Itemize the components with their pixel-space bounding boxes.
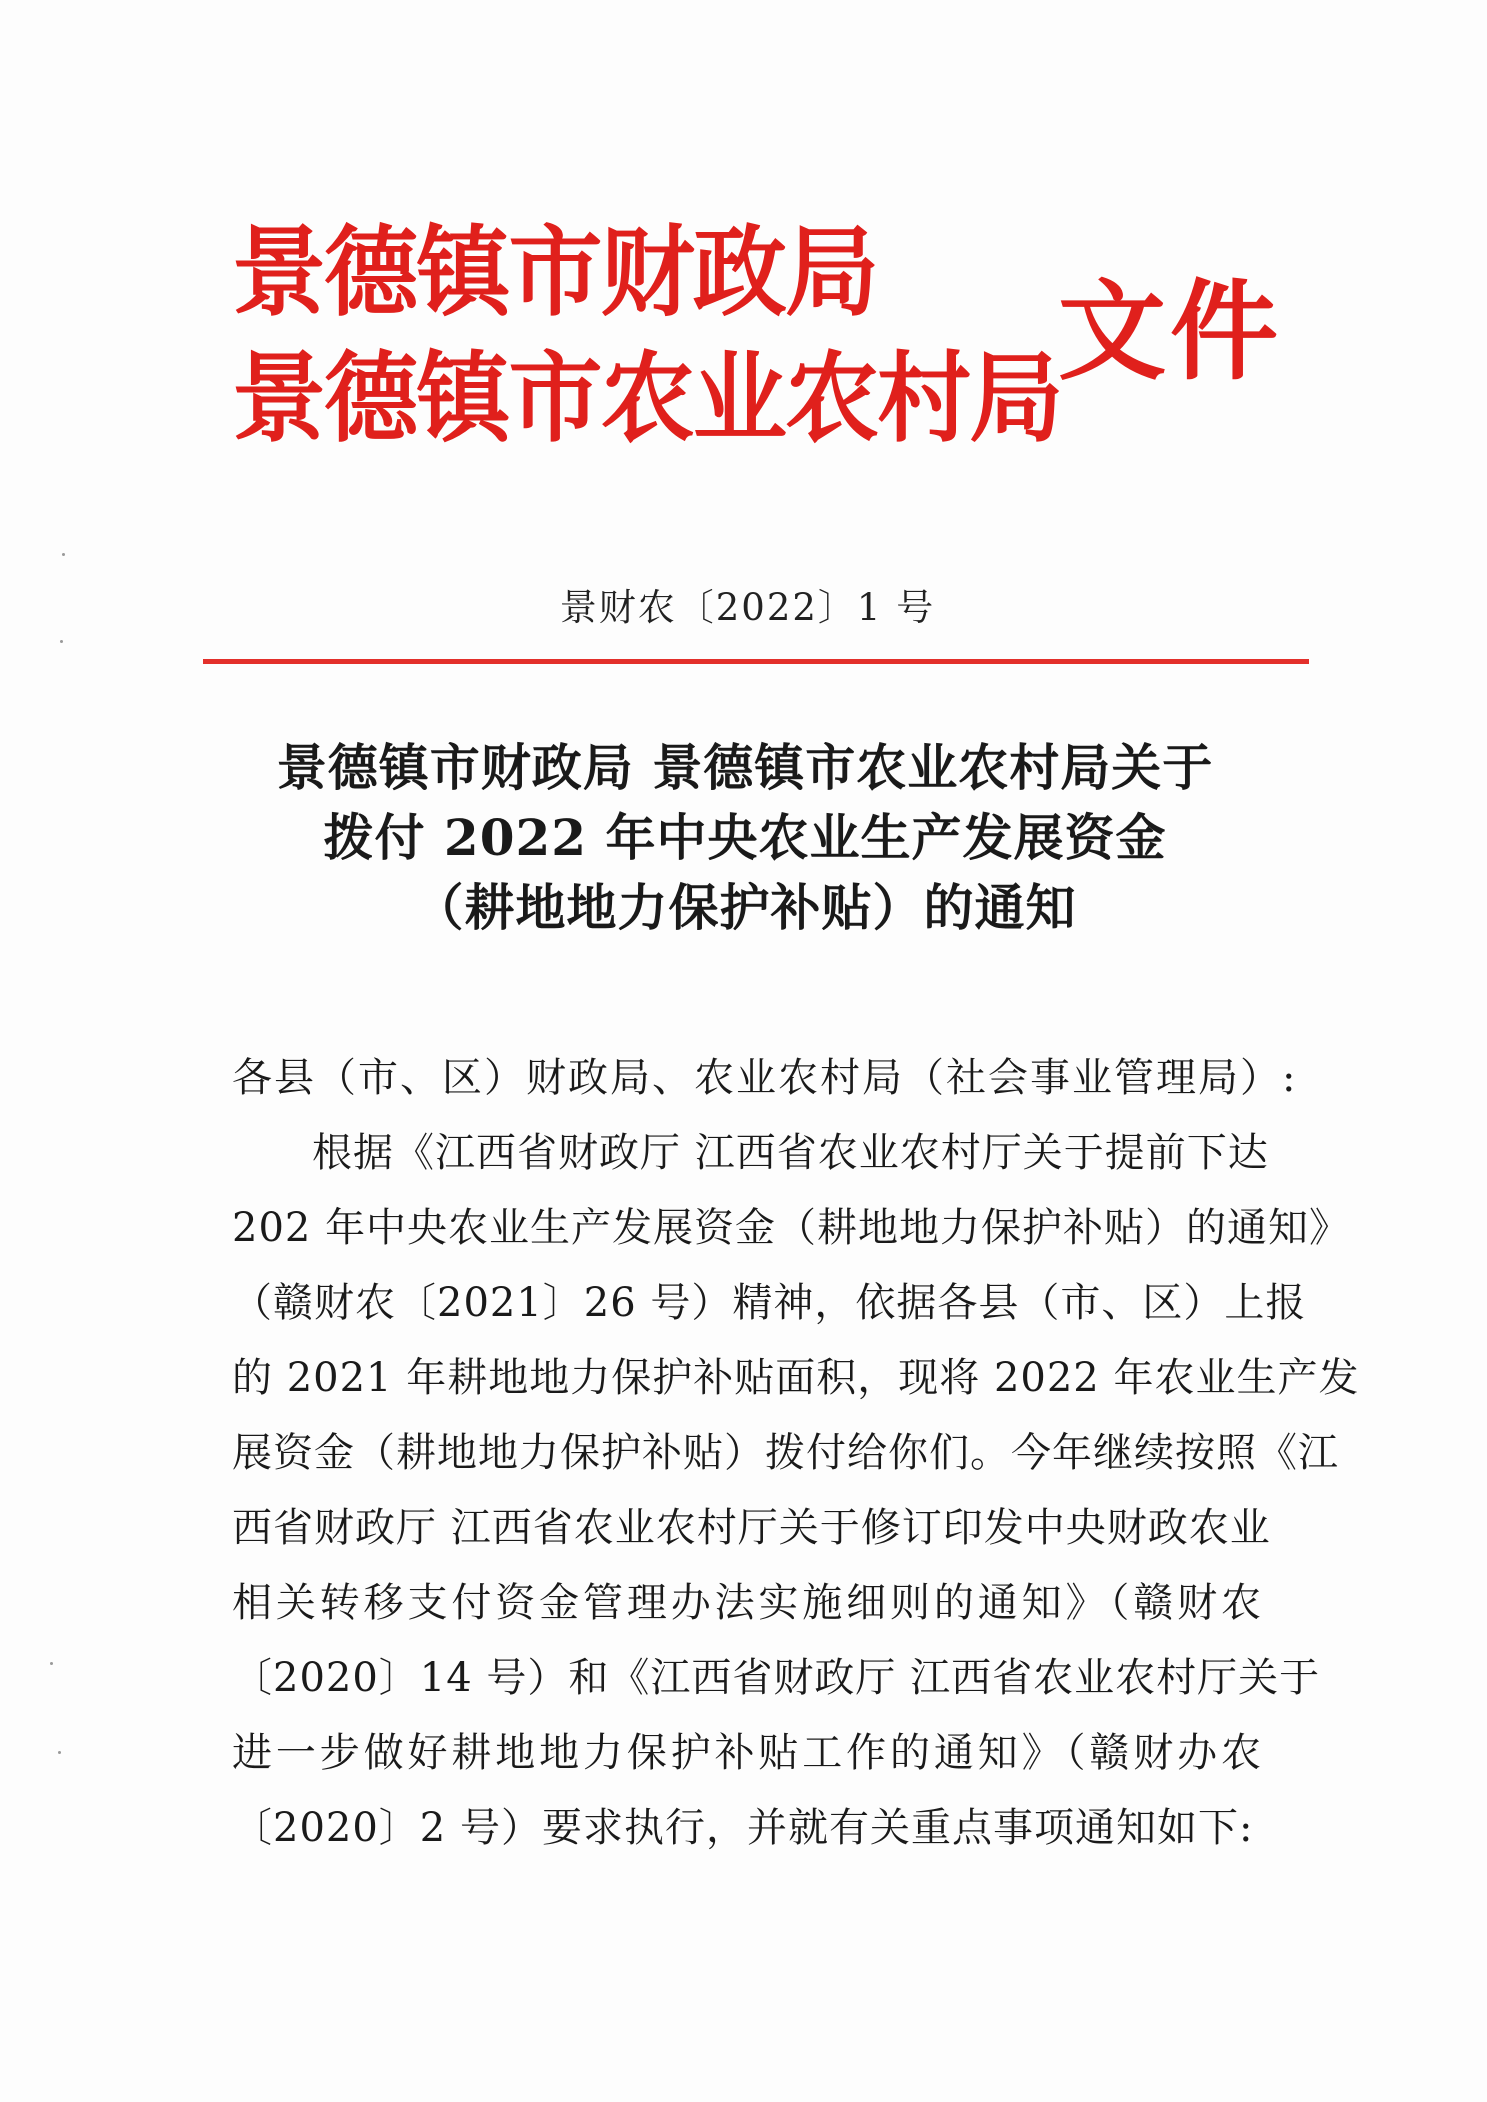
scan-speck	[60, 640, 63, 643]
title-line: 拨付 2022 年中央农业生产发展资金	[323, 808, 1167, 867]
body-paragraph	[232, 1116, 1360, 1866]
title-line: 景德镇市财政局 景德镇市农业农村局关于	[276, 738, 1214, 797]
salutation: 各县（市、区）财政局、农业农村局（社会事业管理局）:	[232, 1055, 1298, 1101]
scan-speck	[62, 553, 65, 556]
body-line: 202 年中央农业生产发展资金（耕地地力保护补贴）的通知》	[232, 1205, 1351, 1251]
body-line: （赣财农〔2021〕26 号）精神，依据各县（市、区）上报	[232, 1280, 1307, 1326]
document-title	[180, 733, 1310, 943]
masthead-issuing-organizations	[232, 210, 1062, 462]
red-separator-rule	[203, 659, 1309, 664]
scan-speck	[50, 1662, 53, 1665]
body-line: 进一步做好耕地地力保护补贴工作的通知》（赣财办农	[232, 1730, 1262, 1776]
body-line: 展资金（耕地地力保护补贴）拨付给你们。今年继续按照《江	[232, 1430, 1339, 1476]
body-line: 西省财政厅 江西省农业农村厅关于修订印发中央财政农业	[232, 1505, 1271, 1551]
red-masthead	[232, 210, 1283, 500]
body-line: 〔2020〕2 号）要求执行，并就有关重点事项通知如下:	[232, 1805, 1254, 1851]
document-body	[232, 1040, 1360, 1866]
masthead-document-suffix: 文件	[1058, 269, 1283, 395]
masthead-org-agriculture-bureau: 景德镇市农业农村局	[232, 341, 1062, 456]
body-line: 的 2021 年耕地地力保护补贴面积，现将 2022 年农业生产发	[232, 1355, 1360, 1401]
body-line: 〔2020〕14 号）和《江西省财政厅 江西省农业农村厅关于	[232, 1655, 1321, 1701]
title-line: （耕地地力保护补贴）的通知	[413, 878, 1077, 937]
masthead-org-finance-bureau: 景德镇市财政局	[232, 215, 878, 330]
document-number: 景财农〔2022〕1 号	[559, 586, 936, 629]
scan-speck	[58, 1751, 61, 1754]
body-line: 相关转移支付资金管理办法实施细则的通知》（赣财农	[232, 1580, 1262, 1626]
body-line: 根据《江西省财政厅 江西省农业农村厅关于提前下达	[312, 1130, 1269, 1176]
